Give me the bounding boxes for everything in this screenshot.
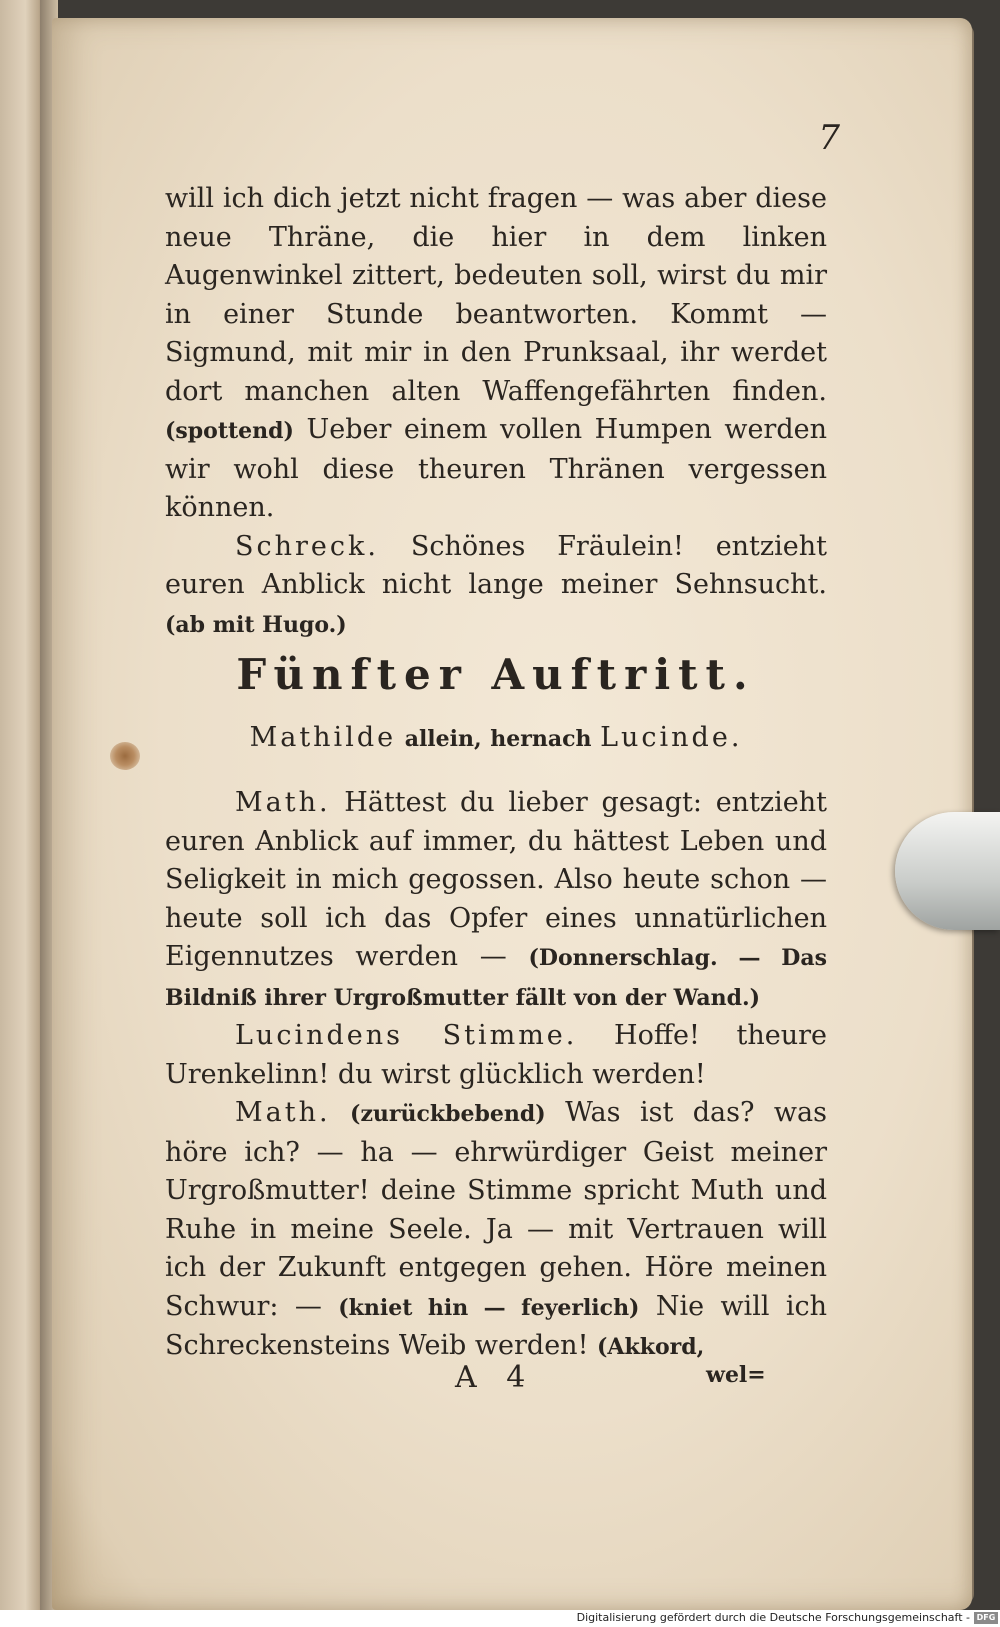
person-name: Lucinde. (600, 722, 743, 753)
stage-direction: (ab mit Hugo.) (165, 611, 347, 638)
scene-heading: Fünfter Auftritt. (236, 650, 756, 699)
paragraph-mathilde-2 (165, 1094, 827, 1367)
text-block-scene (165, 784, 827, 1367)
footer-bar (0, 1610, 1000, 1627)
stage-direction: (zurückbebend) (350, 1101, 546, 1127)
paragraph-mathilde-1 (165, 784, 827, 1017)
paragraph-text: Hättest du lieber gesagt: entzieht euren Anblick auf immer, du hättest Leben und Seligkeit in mich gegossen. Also heute schon — heute soll ich das Opfer eines unnatürlichen Eigennutzes werden — (165, 787, 827, 972)
speaker-name: Math. (235, 787, 331, 818)
catchword: wel= (706, 1362, 766, 1388)
speaker-name: Schreck. (235, 530, 379, 562)
person-name: Mathilde (249, 722, 397, 753)
text-block-top (165, 180, 827, 644)
paragraph-text: Was ist das? was höre ich? — ha — ehrwürdiger Geist meiner Urgroßmutter! deine Stimme spricht Muth und Ruhe in meine Seele. Ja — mit Vertrauen will ich der Zukunft entgegen gehen. Höre meinen Schwur: — (165, 1097, 827, 1322)
person-note: hernach (490, 726, 592, 752)
dfg-logo: DFG (974, 1612, 998, 1624)
speaker-name: Lucindens Stimme. (235, 1020, 578, 1051)
stage-direction: (kniet hin — feyerlich) (338, 1294, 640, 1321)
paragraph-lucinde (165, 1017, 827, 1094)
scene-persons (165, 722, 827, 753)
paragraph-text: Nie will ich Schreckensteins Weib werden! (165, 1290, 827, 1361)
page-stain (110, 742, 140, 770)
paragraph-text: Ueber einem vollen Humpen werden wir wohl diese theuren Thränen vergessen können. (165, 414, 827, 523)
person-note: allein, (404, 726, 482, 752)
stage-direction: (Donnerschlag. — Das Bildniß ihrer Urgroßmutter fällt von der Wand.) (165, 945, 827, 1011)
page-number: 7 (818, 118, 840, 158)
stage-direction: (Akkord, (597, 1334, 705, 1360)
paragraph-text: Schönes Fräulein! entzieht euren Anblick nicht lange meiner Sehnsucht. (165, 530, 827, 600)
paragraph-text: will ich dich jetzt nicht fragen — was aber diese neue Thräne, die hier in dem linken Augenwinkel zittert, bedeuten soll, wirst du mir in einer Stunde beantworten. Kommt — Sigmund, mit mir in den Prunksaal, ihr werdet dort manchen alten Waffengefährten finden. (165, 183, 827, 407)
stage-direction: (spottend) (165, 418, 294, 444)
paragraph-continuation (165, 180, 827, 528)
paragraph-schreck (165, 528, 827, 645)
speaker-name: Math. (235, 1097, 331, 1128)
funding-credit: Digitalisierung gefördert durch die Deutsche Forschungsgemeinschaft - (576, 1611, 970, 1624)
paragraph-text: Hoffe! theure Urenkelinn! du wirst glücklich werden! (165, 1020, 827, 1090)
printer-signature: A 4 (455, 1360, 536, 1395)
